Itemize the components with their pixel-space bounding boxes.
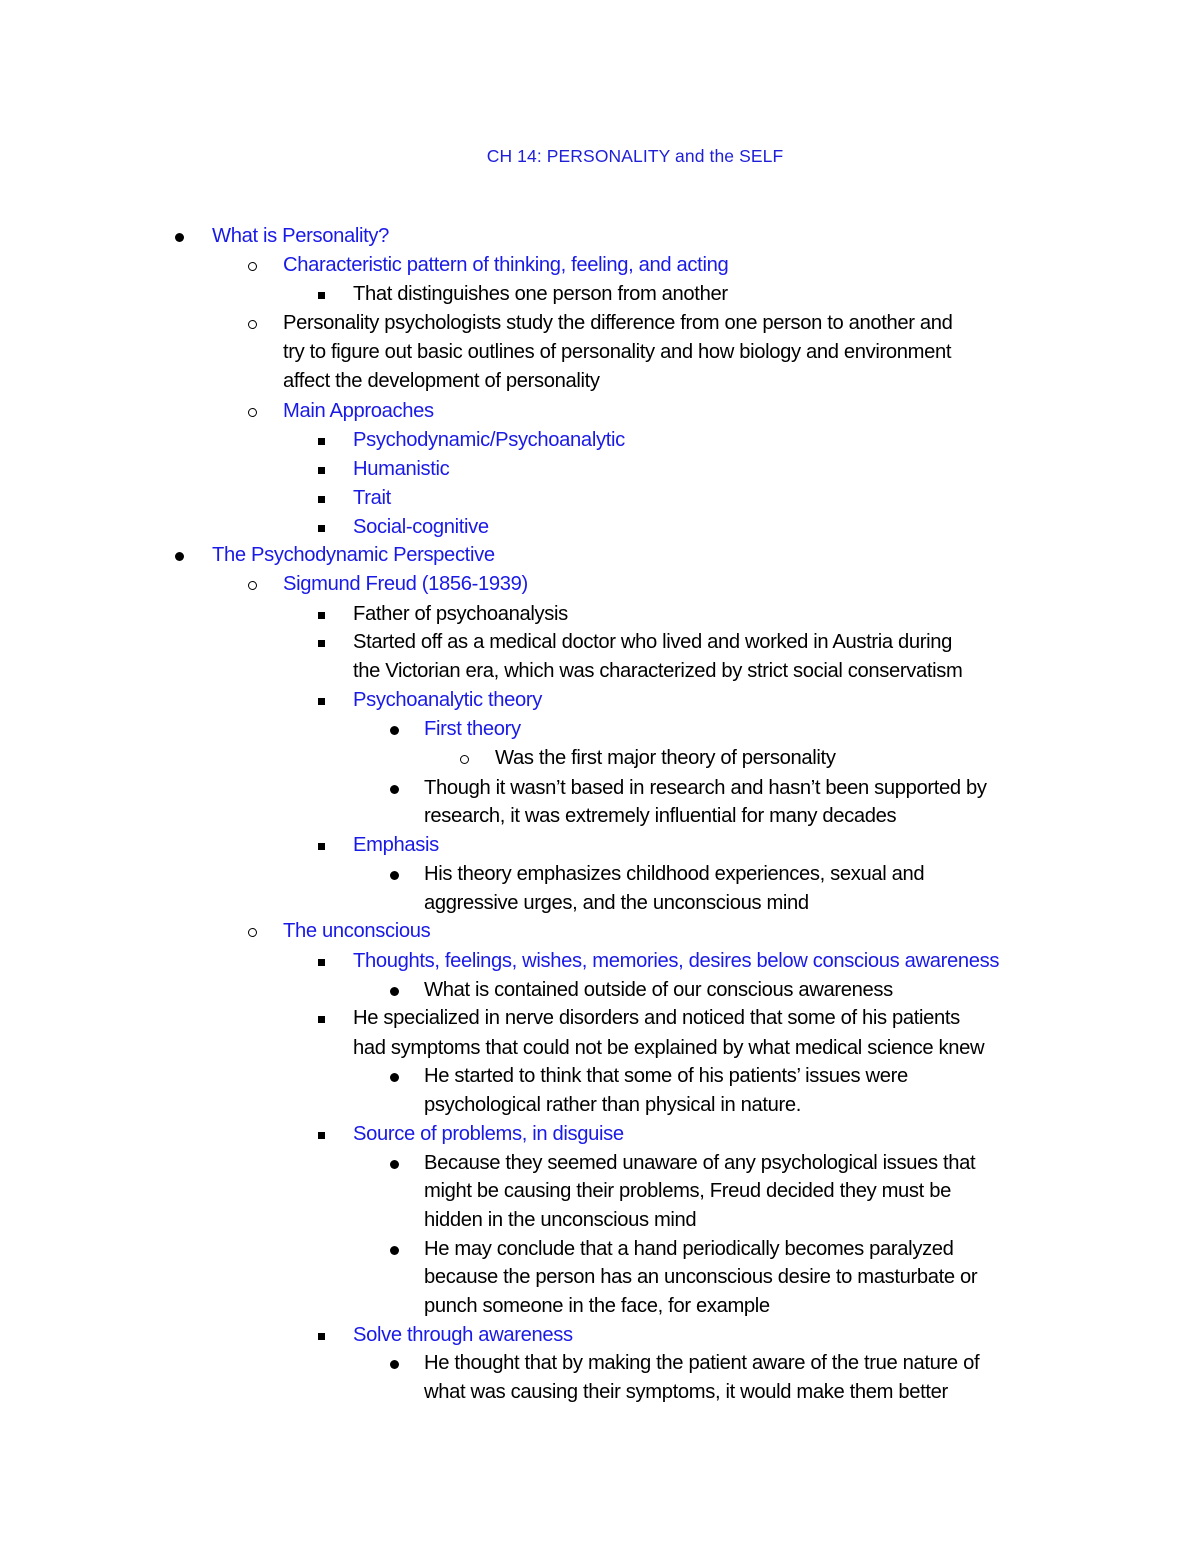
outline-item-level-4: He thought that by making the patient aware of the true nature of <box>424 1352 980 1374</box>
bullet-icon <box>390 726 399 735</box>
outline-item-level-3: Father of psychoanalysis <box>353 603 568 625</box>
outline-item-level-4: what was causing their symptoms, it would make them better <box>424 1381 948 1403</box>
outline-item-level-3: That distinguishes one person from another <box>353 283 728 305</box>
outline-item-level-1: The Psychodynamic Perspective <box>212 544 495 566</box>
outline-item-level-4: First theory <box>424 718 521 740</box>
square-bullet-icon <box>318 525 325 532</box>
outline-item-level-5: Was the first major theory of personality <box>495 747 836 769</box>
circle-bullet-icon <box>248 320 257 329</box>
outline-item-level-2: Personality psychologists study the difference from one person to another and <box>283 312 953 334</box>
square-bullet-icon <box>318 612 325 619</box>
square-bullet-icon <box>318 496 325 503</box>
square-bullet-icon <box>318 438 325 445</box>
bullet-icon <box>390 1246 399 1255</box>
circle-bullet-icon <box>248 581 257 590</box>
outline-item-level-4: His theory emphasizes childhood experiences, sexual and <box>424 863 925 885</box>
outline-item-level-4: He started to think that some of his patients’ issues were <box>424 1065 908 1087</box>
outline-item-level-4: He may conclude that a hand periodically becomes paralyzed <box>424 1238 954 1260</box>
outline-item-level-3: Emphasis <box>353 834 439 856</box>
square-bullet-icon <box>318 292 325 299</box>
outline-item-level-2: Sigmund Freud (1856-1939) <box>283 573 528 595</box>
circle-bullet-icon <box>248 928 257 937</box>
outline-item-level-3: Psychoanalytic theory <box>353 689 543 711</box>
square-bullet-icon <box>318 698 325 705</box>
outline-item-level-3: Trait <box>353 487 391 509</box>
square-bullet-icon <box>318 1132 325 1139</box>
square-bullet-icon <box>318 1333 325 1340</box>
outline-item-level-2: Characteristic pattern of thinking, feeling, and acting <box>283 254 729 276</box>
outline-item-level-3: He specialized in nerve disorders and noticed that some of his patients <box>353 1007 960 1029</box>
bullet-icon <box>390 785 399 794</box>
outline-item-level-4: What is contained outside of our conscious awareness <box>424 979 893 1001</box>
bullet-icon <box>390 871 399 880</box>
outline-item-level-3: Started off as a medical doctor who lived and worked in Austria during <box>353 631 953 653</box>
outline-item-level-4: research, it was extremely influential for many decades <box>424 805 897 827</box>
outline-item-level-3: Social-cognitive <box>353 516 489 538</box>
outline-item-level-2: affect the development of personality <box>283 370 600 392</box>
bullet-icon <box>175 552 184 561</box>
outline-item-level-4: aggressive urges, and the unconscious mind <box>424 892 809 914</box>
outline-item-level-2: try to figure out basic outlines of personality and how biology and environment <box>283 341 952 363</box>
square-bullet-icon <box>318 467 325 474</box>
circle-bullet-icon <box>460 755 469 764</box>
outline-item-level-4: Because they seemed unaware of any psychological issues that <box>424 1152 976 1174</box>
bullet-icon <box>390 1160 399 1169</box>
outline-item-level-1: What is Personality? <box>212 225 390 247</box>
outline-item-level-3: Source of problems, in disguise <box>353 1123 624 1145</box>
document-title: CH 14: PERSONALITY and the SELF <box>486 146 784 166</box>
outline-item-level-3: Thoughts, feelings, wishes, memories, desires below conscious awareness <box>353 950 1000 972</box>
outline-item-level-4: because the person has an unconscious desire to masturbate or <box>424 1266 978 1288</box>
bullet-icon <box>175 233 184 242</box>
square-bullet-icon <box>318 959 325 966</box>
outline-item-level-2: Main Approaches <box>283 400 434 422</box>
circle-bullet-icon <box>248 408 257 417</box>
bullet-icon <box>390 987 399 996</box>
circle-bullet-icon <box>248 262 257 271</box>
square-bullet-icon <box>318 640 325 647</box>
outline-item-level-4: might be causing their problems, Freud decided they must be <box>424 1180 951 1202</box>
outline-item-level-3: Psychodynamic/Psychoanalytic <box>353 429 625 451</box>
outline-item-level-3: Solve through awareness <box>353 1324 573 1346</box>
outline-item-level-4: hidden in the unconscious mind <box>424 1209 697 1231</box>
outline-item-level-3: the Victorian era, which was characterized by strict social conservatism <box>353 660 963 682</box>
outline-item-level-2: The unconscious <box>283 920 431 942</box>
outline-item-level-3: had symptoms that could not be explained by what medical science knew <box>353 1037 985 1059</box>
bullet-icon <box>390 1360 399 1369</box>
square-bullet-icon <box>318 843 325 850</box>
outline-item-level-4: punch someone in the face, for example <box>424 1295 770 1317</box>
square-bullet-icon <box>318 1016 325 1023</box>
outline-item-level-4: psychological rather than physical in nature. <box>424 1094 802 1116</box>
bullet-icon <box>390 1073 399 1082</box>
outline-item-level-3: Humanistic <box>353 458 450 480</box>
outline-item-level-4: Though it wasn’t based in research and hasn’t been supported by <box>424 777 987 799</box>
